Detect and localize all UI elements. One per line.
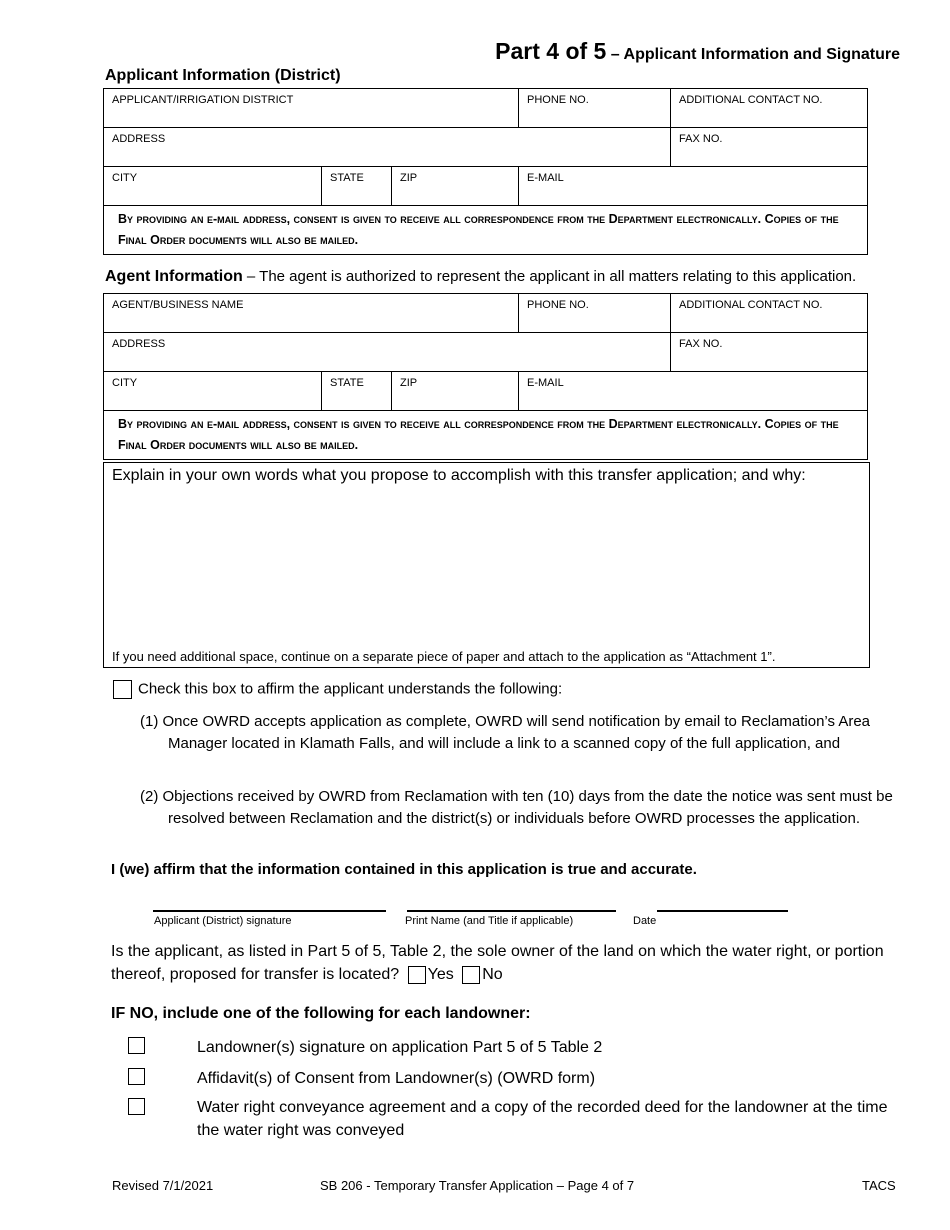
agent-email-consent: By providing an e-mail address, consent is given to receive all correspondence from the Department electronically. Copies of the Final Order documents will also be mailed.	[104, 411, 868, 460]
agent-fax-field[interactable]	[671, 333, 868, 372]
affidavit-consent-checkbox[interactable]	[128, 1068, 145, 1085]
agent-description: – The agent is authorized to represent the applicant in all matters relating to this application.	[242, 268, 857, 285]
part-subtitle: – Applicant Information and Signature	[606, 46, 900, 63]
affirm-checkbox[interactable]	[113, 680, 132, 699]
affirm-row	[113, 680, 562, 699]
agent-name-label: AGENT/BUSINESS NAME	[112, 299, 244, 311]
explanation-textbox[interactable]	[103, 462, 870, 668]
if-no-heading: IF NO, include one of the following for each landowner:	[111, 1005, 531, 1022]
applicant-phone-field[interactable]	[519, 89, 671, 128]
applicant-additional-contact-label: ADDITIONAL CONTACT NO.	[679, 94, 823, 106]
applicant-city-field[interactable]	[104, 167, 322, 206]
affirm-checkbox-label: Check this box to affirm the applicant understands the following:	[138, 680, 563, 698]
applicant-email-label: E-MAIL	[527, 172, 564, 184]
ownership-question-block	[111, 940, 911, 986]
ownership-question: Is the applicant, as listed in Part 5 of 5, Table 2, the sole owner of the land on which the water right, or portion thereof, proposed for transfer is located?	[111, 943, 884, 983]
print-name-line[interactable]	[407, 910, 616, 912]
ownership-no-label: No	[482, 966, 503, 983]
agent-zip-label: ZIP	[400, 377, 418, 389]
agent-phone-field[interactable]	[519, 294, 671, 333]
landowner-option-2: Affidavit(s) of Consent from Landowner(s) (OWRD form)	[197, 1070, 596, 1087]
agent-additional-contact-field[interactable]	[671, 294, 868, 333]
applicant-section-title: Applicant Information (District)	[105, 67, 341, 84]
print-name-label: Print Name (and Title if applicable)	[405, 915, 574, 927]
agent-name-field[interactable]	[104, 294, 519, 333]
applicant-info-table	[103, 88, 868, 255]
agent-zip-field[interactable]	[392, 372, 519, 411]
applicant-name-label: APPLICANT/IRRIGATION DISTRICT	[112, 94, 294, 106]
applicant-additional-contact-field[interactable]	[671, 89, 868, 128]
page-header	[495, 38, 900, 65]
date-label: Date	[633, 915, 657, 927]
agent-address-label: ADDRESS	[112, 338, 166, 350]
applicant-email-field[interactable]	[519, 167, 868, 206]
explanation-note: If you need additional space, continue on a separate piece of paper and attach to the application as “Attachment 1”.	[112, 649, 776, 664]
applicant-fax-label: FAX NO.	[679, 133, 723, 145]
agent-email-label: E-MAIL	[527, 377, 564, 389]
agent-email-field[interactable]	[519, 372, 868, 411]
ownership-yes-checkbox[interactable]	[408, 966, 426, 984]
applicant-name-field[interactable]	[104, 89, 519, 128]
applicant-city-label: CITY	[112, 172, 138, 184]
applicant-signature-line[interactable]	[153, 910, 386, 912]
affirm-item-1: (1) Once OWRD accepts application as complete, OWRD will send notification by email to Reclamation’s Area Manager located in Klamath Falls, and will include a link to a scanned copy of the full application, and	[140, 713, 871, 752]
conveyance-agreement-checkbox[interactable]	[128, 1098, 145, 1115]
applicant-zip-field[interactable]	[392, 167, 519, 206]
agent-info-table	[103, 293, 868, 460]
agent-phone-label: PHONE NO.	[527, 299, 589, 311]
ownership-no-checkbox[interactable]	[462, 966, 480, 984]
affirm-statement: I (we) affirm that the information contained in this application is true and accurate.	[111, 861, 697, 878]
landowner-signature-checkbox[interactable]	[128, 1037, 145, 1054]
landowner-option-1: Landowner(s) signature on application Part 5 of 5 Table 2	[197, 1039, 603, 1056]
applicant-address-field[interactable]	[104, 128, 671, 167]
applicant-state-field[interactable]	[322, 167, 392, 206]
agent-state-label: STATE	[330, 377, 364, 389]
agent-section-title	[105, 268, 856, 286]
part-indicator: Part 4 of 5	[495, 38, 607, 64]
applicant-state-label: STATE	[330, 172, 364, 184]
date-line[interactable]	[657, 910, 788, 912]
agent-city-field[interactable]	[104, 372, 322, 411]
agent-city-label: CITY	[112, 377, 138, 389]
applicant-phone-label: PHONE NO.	[527, 94, 589, 106]
agent-title-label: Agent Information	[105, 268, 243, 285]
applicant-email-consent: By providing an e-mail address, consent is given to receive all correspondence from the Department electronically. Copies of the Final Order documents will also be mailed.	[104, 206, 868, 255]
applicant-fax-field[interactable]	[671, 128, 868, 167]
footer-page-info: SB 206 - Temporary Transfer Application – Page 4 of 7	[320, 1178, 635, 1193]
applicant-address-label: ADDRESS	[112, 133, 166, 145]
landowner-option-3: Water right conveyance agreement and a copy of the recorded deed for the landowner at the time the water right was conveyed	[197, 1099, 888, 1139]
ownership-yes-label: Yes	[427, 966, 454, 983]
agent-fax-label: FAX NO.	[679, 338, 723, 350]
applicant-signature-label: Applicant (District) signature	[154, 915, 292, 927]
agent-state-field[interactable]	[322, 372, 392, 411]
affirm-item-2: (2) Objections received by OWRD from Reclamation with ten (10) days from the date the notice was sent must be resolved between Reclamation and the district(s) or individuals before OWRD processes the application.	[140, 788, 893, 827]
footer-revised: Revised 7/1/2021	[112, 1178, 214, 1193]
agent-additional-contact-label: ADDITIONAL CONTACT NO.	[679, 299, 823, 311]
footer-form-code: TACS	[862, 1178, 896, 1193]
agent-address-field[interactable]	[104, 333, 671, 372]
applicant-zip-label: ZIP	[400, 172, 418, 184]
explanation-question: Explain in your own words what you propose to accomplish with this transfer application; and why:	[112, 467, 806, 484]
